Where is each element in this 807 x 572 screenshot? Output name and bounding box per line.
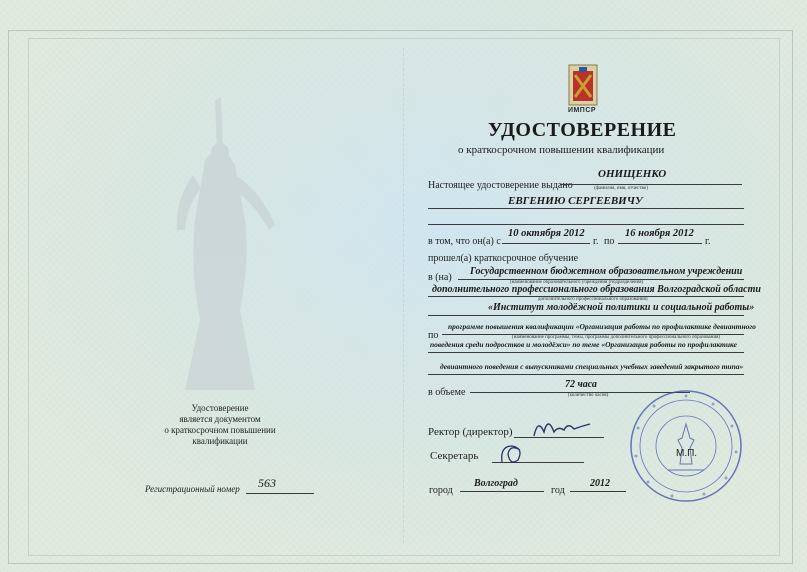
hours-hint: (количество часов) [568, 393, 609, 398]
name-line [428, 208, 744, 209]
program-line-2-rule [428, 352, 744, 353]
program-line-2: поведения среди подростков и молодёжи» по теме «Организация работы по профилактике [430, 340, 737, 349]
logo-caption: ИМПСР [567, 107, 597, 114]
institution-hint-2: дополнительного профессионального образования) [538, 297, 648, 302]
page-subtitle: о краткосрочном повышении квалификации [458, 144, 665, 156]
year-suffix-2: г. [705, 236, 711, 247]
blank-line [428, 224, 744, 225]
program-line-1: программе повышения квалификации «Организация работы по профилактике девиантного [448, 322, 756, 331]
rector-signature [530, 412, 600, 442]
left-line-1: Удостоверение [191, 403, 249, 413]
seal-label: М.П. [676, 448, 698, 459]
city-label: город [429, 485, 453, 496]
date-from-line [502, 243, 590, 244]
secretary-label: Секретарь [430, 450, 479, 462]
date-to-value: 16 ноября 2012 [625, 228, 694, 239]
institution-hint-1: (наименование образовательного учреждения (подразделения) [510, 280, 644, 285]
surname-value: ОНИЩЕНКО [598, 168, 667, 180]
reg-number-label: Регистрационный номер [145, 484, 240, 494]
left-line-3: о краткосрочном повышении квалификации [164, 425, 276, 446]
left-line-2: является документом [179, 414, 261, 424]
secretary-signature [496, 440, 532, 468]
surname-line [560, 184, 742, 185]
institution-line-1: Государственном бюджетном образовательном учреждении [470, 266, 743, 277]
date-to-line [618, 243, 702, 244]
institution-line-3-rule [428, 315, 744, 316]
fold-line [403, 48, 404, 543]
to-label: по [604, 236, 615, 247]
name-patronymic-value: ЕВГЕНИЮ СЕРГЕЕВИЧУ [508, 195, 643, 207]
year-suffix-1: г. [593, 236, 599, 247]
reg-number-value: 563 [258, 476, 276, 490]
program-hint: (наименование программы, темы, программы дополнительного профессионального образования) [512, 335, 721, 340]
program-line-3: девиантного поведения с выпускниками специальных учебных заведений закрытого типа» [440, 362, 744, 371]
reg-number-line [246, 493, 314, 494]
institution-line-2: дополнительного профессионального образования Волгоградской области [432, 284, 761, 295]
statue-watermark-icon [165, 80, 280, 400]
date-from-value: 10 октября 2012 [508, 228, 585, 239]
city-value: Волгоград [474, 478, 518, 489]
program-label: по [428, 330, 439, 341]
year-label: год [551, 485, 565, 496]
rector-label: Ректор (директор) [428, 426, 513, 438]
institution-line-3: «Институт молодёжной политики и социальной работы» [488, 302, 755, 313]
name-hint: (фамилия, имя, отчество) [594, 186, 648, 191]
hours-value: 72 часа [565, 379, 597, 390]
program-line-3-rule [428, 374, 744, 375]
issued-label: Настоящее удостоверение выдано [428, 180, 573, 191]
official-stamp-icon [628, 388, 744, 504]
period-prefix: в том, что он(а) с [428, 236, 501, 247]
year-line [570, 491, 626, 492]
year-value: 2012 [590, 478, 610, 489]
page-title: УДОСТОВЕРЕНИЕ [488, 119, 677, 141]
volume-label: в объеме [428, 387, 466, 398]
in-label: в (на) [428, 272, 452, 283]
city-line [460, 491, 544, 492]
emblem-logo-icon [565, 63, 601, 113]
training-label: прошел(а) краткосрочное обучение [428, 253, 579, 264]
left-panel-text [140, 403, 300, 447]
